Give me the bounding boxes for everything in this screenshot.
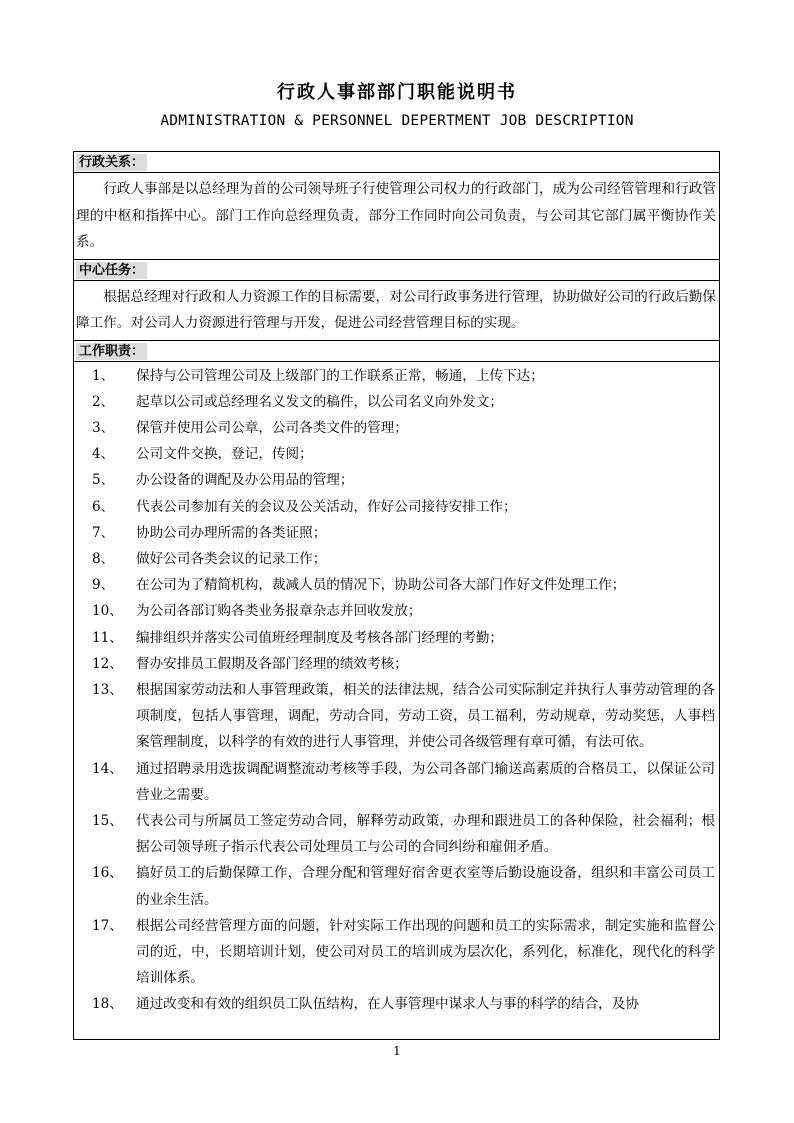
job-description-table	[73, 151, 720, 1040]
duty-item-number: 17、	[92, 917, 123, 934]
mission-heading-label: 中心任务：	[76, 262, 147, 279]
duty-item	[74, 651, 719, 677]
duty-item-number: 6、	[92, 498, 115, 515]
duty-item	[74, 808, 719, 860]
duty-item-number: 18、	[92, 996, 123, 1013]
duty-item-text: 协助公司办理所需的各类证照；	[136, 524, 327, 541]
duties-list	[74, 362, 719, 1018]
duty-item	[74, 572, 719, 598]
duty-item-number: 3、	[92, 419, 115, 436]
duty-item-number: 10、	[92, 603, 123, 620]
mission-heading	[74, 260, 719, 281]
duty-item-number: 7、	[92, 524, 115, 541]
relations-text: 行政人事部是以总经理为首的公司领导班子行使管理公司权力的行政部门，成为公司经管管理和行政管理的中枢和指挥中心。部门工作向总经理负责，部分工作同时向公司负责，与公司其它部门属平衡协作关系。	[76, 181, 716, 250]
duty-item-number: 11、	[92, 629, 123, 646]
duty-item-text: 通过改变和有效的组织员工队伍结构，在人事管理中谋求人与事的科学的结合，及协	[136, 996, 639, 1013]
duty-item-number: 14、	[92, 760, 123, 777]
document-title-cn: 行政人事部部门职能说明书	[277, 82, 517, 103]
duty-item-number: 2、	[92, 393, 115, 410]
duty-item-number: 15、	[92, 812, 123, 829]
duties-heading	[74, 341, 719, 362]
duty-item	[74, 860, 719, 912]
duty-item	[74, 441, 719, 467]
duty-item-text: 办公设备的调配及办公用品的管理；	[136, 472, 354, 489]
duty-item-text: 公司文件交换，登记，传阅；	[136, 446, 313, 463]
duty-item-text: 做好公司各类会议的记录工作；	[136, 550, 327, 567]
duty-item	[74, 677, 719, 756]
mission-section	[74, 260, 719, 341]
duty-item-number: 1、	[92, 367, 115, 384]
duty-item	[74, 520, 719, 546]
duty-item-text: 代表公司与所属员工签定劳动合同，解释劳动政策，办理和跟进员工的各种保险，社会福利；根据公司领导班子指示代表公司处理员工与公司的合同纠纷和雇佣矛盾。	[136, 812, 715, 856]
duty-item	[74, 467, 719, 493]
duty-item	[74, 625, 719, 651]
duties-section	[74, 341, 719, 1018]
duty-item-text: 代表公司参加有关的会议及公关活动，作好公司接待安排工作；	[136, 498, 517, 515]
duty-item	[74, 415, 719, 441]
duty-item-number: 12、	[92, 655, 123, 672]
duty-item-number: 4、	[92, 446, 115, 463]
document-title-en: ADMINISTRATION & PERSONNEL DEPERTMENT JOB DESCRIPTION	[160, 113, 634, 129]
relations-heading	[74, 152, 719, 173]
duty-item-number: 5、	[92, 472, 115, 489]
duty-item	[74, 546, 719, 572]
duty-item-text: 根据公司经营管理方面的问题，针对实际工作出现的问题和员工的实际需求，制定实施和监督公司的近，中，长期培训计划，使公司对员工的培训成为层次化，系列化，标准化，现代化的科学培训体系。	[136, 917, 715, 987]
page-number: 1	[393, 1044, 401, 1058]
duty-item-text: 通过招聘录用选拔调配调整流动考核等手段，为公司各部门输送高素质的合格员工，以保证公司营业之需要。	[136, 760, 715, 803]
duty-item-text: 保管并使用公司公章，公司各类文件的管理；	[136, 419, 408, 436]
duty-item	[74, 598, 719, 624]
duty-item-text: 督办安排员工假期及各部门经理的绩效考核；	[136, 655, 408, 672]
duty-item-text: 编排组织并落实公司值班经理制度及考核各部门经理的考勤；	[136, 629, 504, 646]
duty-item-text: 保持与公司管理公司及上级部门的工作联系正常，畅通，上传下达；	[136, 367, 544, 384]
relations-section	[74, 152, 719, 260]
duty-item-text: 根据国家劳动法和人事管理政策，相关的法律法规，结合公司实际制定并执行人事劳动管理的各项制度，包括人事管理，调配，劳动合同，劳动工资，员工福利，劳动规章，劳动奖惩，人事档案管理制度，以科学的有效的进行人事管理，并使公司各级管理有章可循，有法可依。	[136, 681, 715, 751]
mission-text: 根据总经理对行政和人力资源工作的目标需要，对公司行政事务进行管理，协助做好公司的行政后勤保障工作。对公司人力资源进行管理与开发，促进公司经营管理目标的实现。	[76, 288, 716, 331]
duty-item	[74, 991, 719, 1017]
duty-item	[74, 913, 719, 992]
duty-item	[74, 389, 719, 415]
duty-item-text: 搞好员工的后勤保障工作，合理分配和管理好宿舍更衣室等后勤设施设备，组织和丰富公司员工的业余生活。	[136, 865, 715, 908]
duty-item-number: 13、	[92, 681, 123, 698]
duty-item-number: 16、	[92, 865, 123, 882]
duty-item	[74, 363, 719, 389]
duty-item-text: 起草以公司或总经理名义发文的稿件，以公司名义向外发文；	[136, 393, 504, 410]
duty-item	[74, 756, 719, 808]
duty-item	[74, 494, 719, 520]
duty-item-number: 9、	[92, 577, 115, 594]
duty-item-text: 为公司各部订购各类业务报章杂志并回收发放；	[136, 603, 422, 620]
duties-heading-label: 工作职责：	[76, 343, 147, 360]
relations-heading-label: 行政关系：	[76, 154, 147, 171]
duty-item-text: 在公司为了精简机构，裁减人员的情况下，协助公司各大部门作好文件处理工作；	[136, 577, 626, 594]
duty-item-number: 8、	[92, 550, 115, 567]
